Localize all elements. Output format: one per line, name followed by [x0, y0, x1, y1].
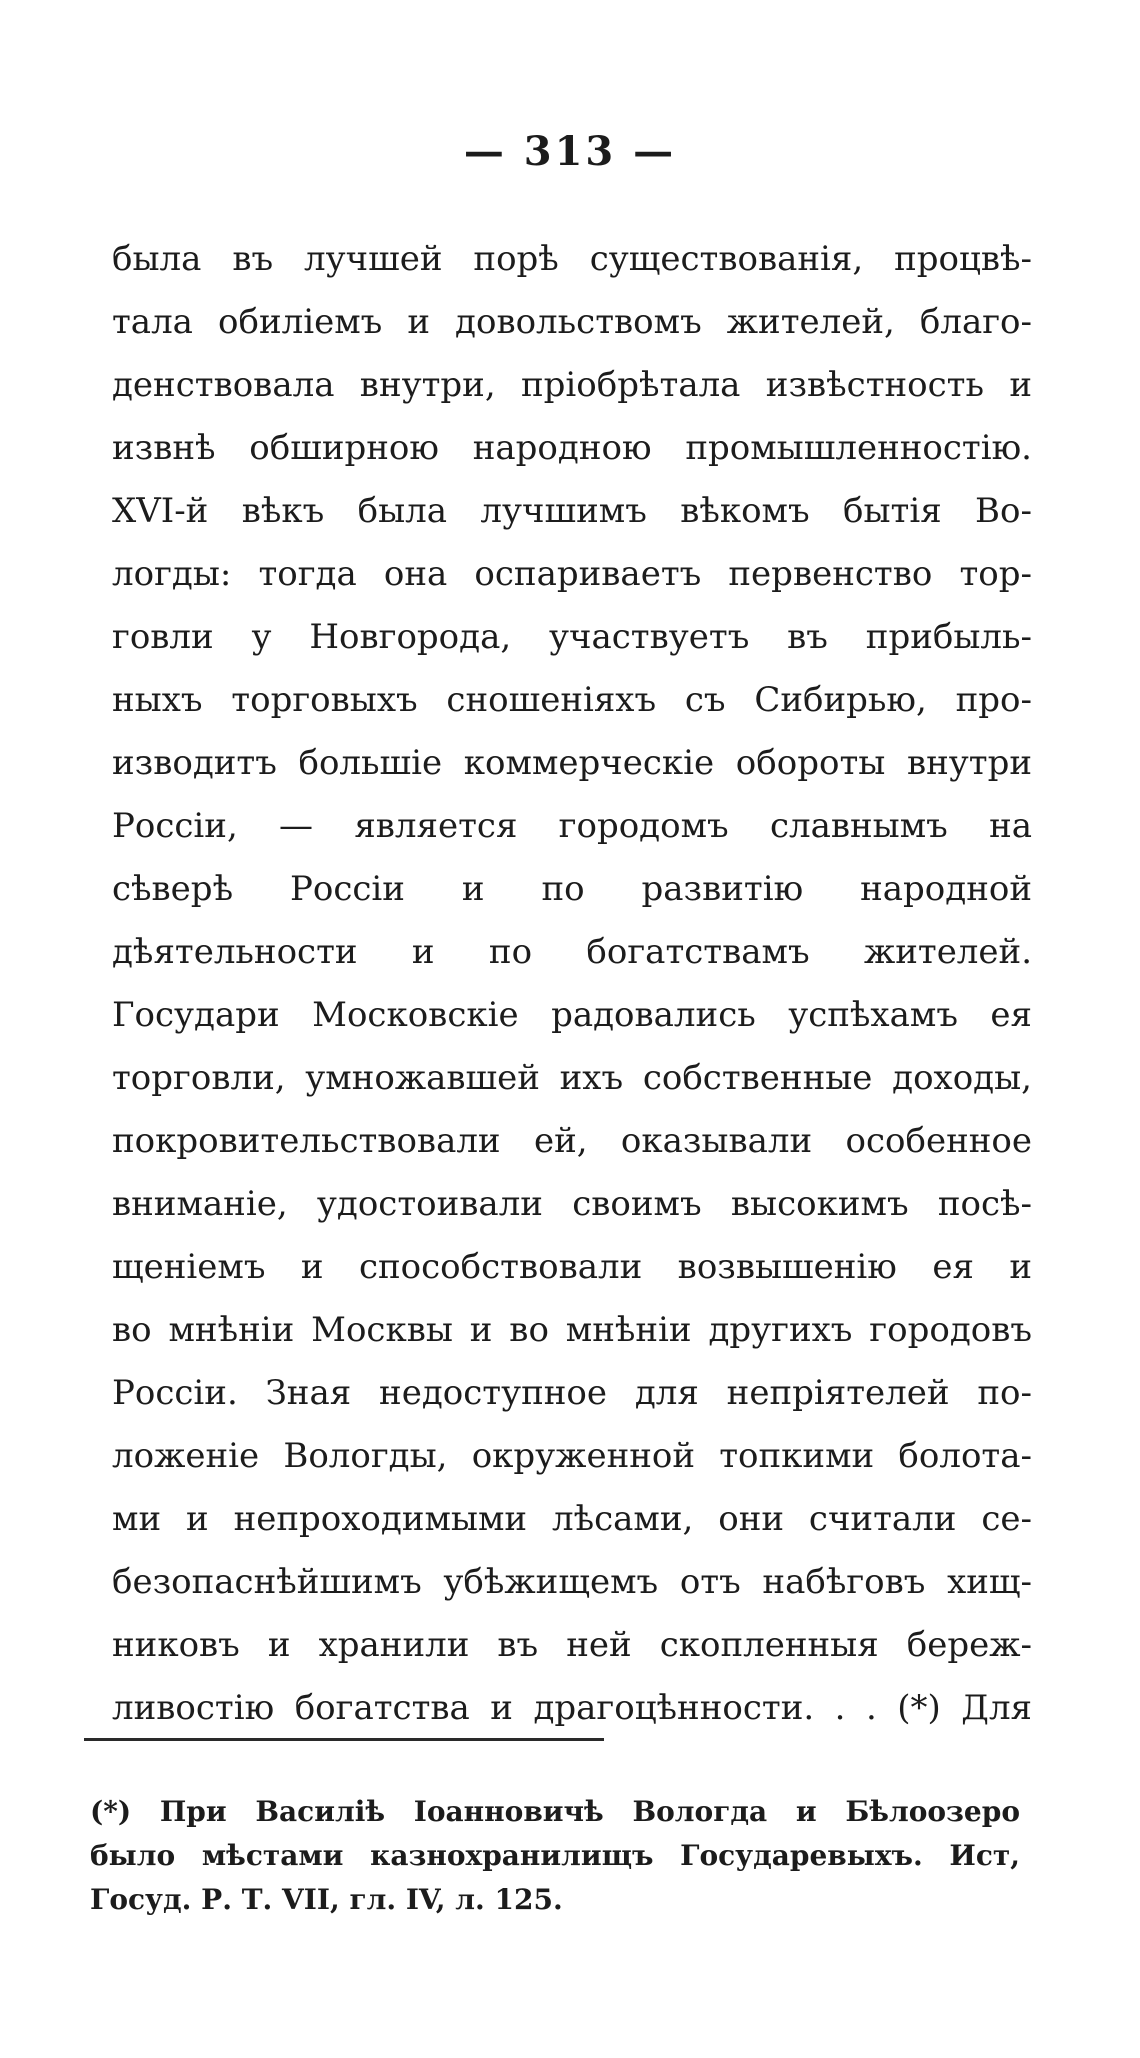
- body-line: извнѣ обширною народною промышленностію.: [112, 428, 1032, 468]
- body-line: безопаснѣйшимъ убѣжищемъ отъ набѣговъ хищ-: [112, 1562, 1032, 1602]
- body-line: XVI-й вѣкъ была лучшимъ вѣкомъ бытія Во-: [112, 491, 1032, 531]
- body-line: изводитъ большіе коммерческіе обороты внутри: [112, 743, 1032, 783]
- body-line: торговли, умножавшей ихъ собственные доходы,: [112, 1058, 1032, 1098]
- page-number: — 313 —: [463, 128, 677, 175]
- body-line: логды: тогда она оспариваетъ первенство тор-: [112, 554, 1032, 594]
- body-line: никовъ и хранили въ ней скопленныя береж-: [112, 1625, 1032, 1665]
- body-line: во мнѣніи Москвы и во мнѣніи другихъ городовъ: [112, 1310, 1032, 1350]
- body-line: была въ лучшей порѣ существованія, процвѣ-: [112, 239, 1032, 279]
- body-text: [112, 228, 1032, 1740]
- body-line: Россіи, — является городомъ славнымъ на: [112, 806, 1032, 846]
- body-line: дѣятельности и по богатствамъ жителей.: [112, 932, 1032, 972]
- footnote-divider: [84, 1738, 604, 1741]
- footnote-line: Госуд. Р. Т. VII, гл. IV, л. 125.: [90, 1883, 563, 1916]
- body-line: говли у Новгорода, участвуетъ въ прибыль-: [112, 617, 1032, 657]
- body-line: Россіи. Зная недоступное для непріятелей по-: [112, 1373, 1032, 1413]
- body-line: щеніемъ и способствовали возвышенію ея и: [112, 1247, 1032, 1287]
- footnote-line: (*) При Василіѣ Іоанновичѣ Вологда и Бѣлоозеро: [90, 1795, 1020, 1828]
- body-line: покровительствовали ей, оказывали особенное: [112, 1121, 1032, 1161]
- footnote: [90, 1790, 1020, 1922]
- footnote-line: было мѣстами казнохранилищъ Государевыхъ. Ист,: [90, 1839, 1020, 1872]
- body-line: вниманіе, удостоивали своимъ высокимъ посѣ-: [112, 1184, 1032, 1224]
- body-line: ложеніе Вологды, окруженной топкими болота-: [112, 1436, 1032, 1476]
- body-line: сѣверѣ Россіи и по развитію народной: [112, 869, 1032, 909]
- body-line: тала обиліемъ и довольствомъ жителей, благо-: [112, 302, 1032, 342]
- body-line: ливостію богатства и драгоцѣнности. . . (*) Для: [112, 1688, 1032, 1728]
- body-line: ми и непроходимыми лѣсами, они считали се-: [112, 1499, 1032, 1539]
- body-line: ныхъ торговыхъ сношеніяхъ съ Сибирью, про-: [112, 680, 1032, 720]
- body-line: денствовала внутри, пріобрѣтала извѣстность и: [112, 365, 1032, 405]
- body-line: Государи Московскіе радовались успѣхамъ ея: [112, 995, 1032, 1035]
